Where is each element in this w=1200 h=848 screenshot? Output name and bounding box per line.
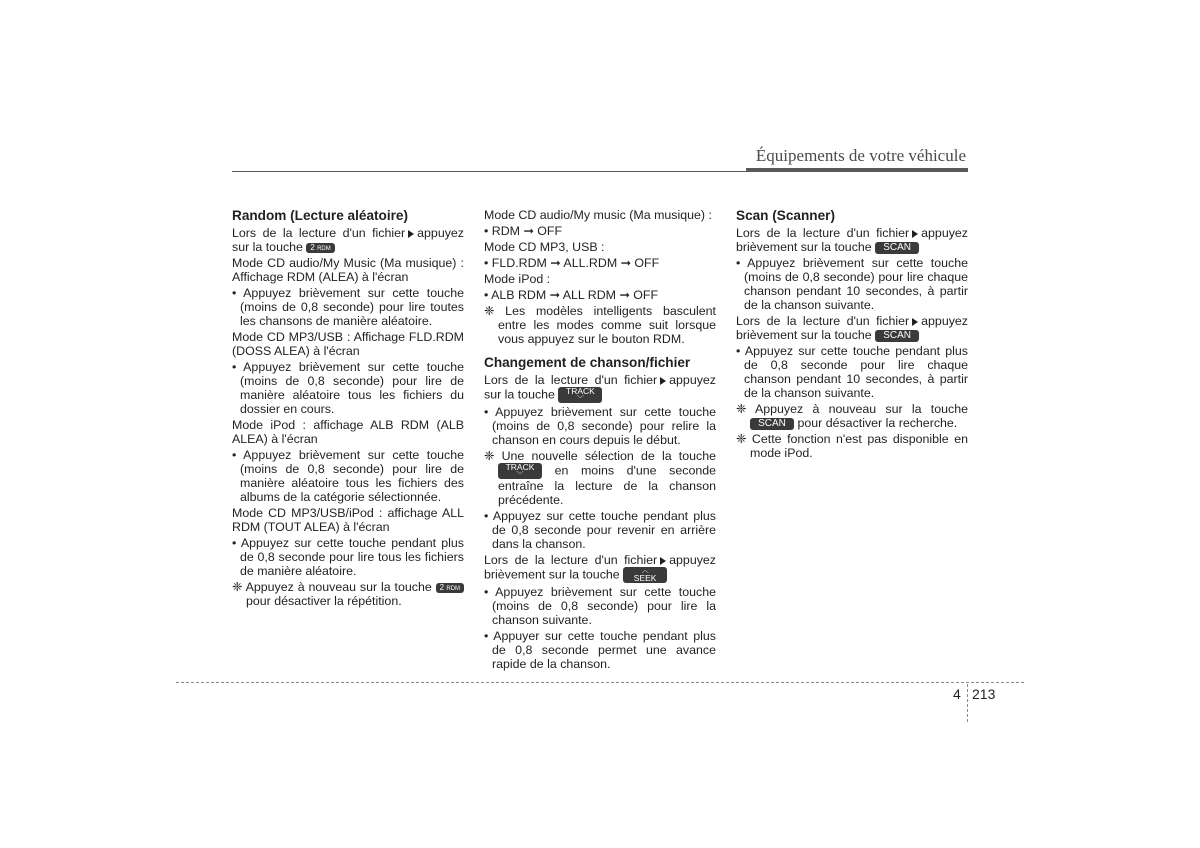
bullet-item: • Appuyez brièvement sur cette touche (moins de 0,8 seconde) pour lire chaque chanson pendant 10 secondes, à partir de la chanson suivante. <box>736 256 968 312</box>
column-change-song <box>484 208 716 673</box>
button-label: TRACK <box>566 386 595 396</box>
text: Lors de la lecture d'un fichier <box>484 373 658 387</box>
rdm-button-icon <box>436 583 464 593</box>
paragraph: Mode iPod : affichage ALB RDM (ALB ALEA) à l'écran <box>232 418 464 446</box>
bullet-item: • Appuyer sur cette touche pendant plus de 0,8 seconde permet une avance rapide de la chanson. <box>484 629 716 671</box>
text: appuyez brièvement sur la touche <box>736 226 968 254</box>
section-heading-random: Random (Lecture aléatoire) <box>232 208 409 223</box>
paragraph <box>232 226 464 254</box>
bullet-item: • Appuyez brièvement sur cette touche (moins de 0,8 seconde) pour lire toutes les chansons de manière aléatoire. <box>232 286 464 328</box>
bullet-item: • Appuyez sur cette touche pendant plus de 0,8 seconde pour lire tous les fichiers de manière aléatoire. <box>232 536 464 578</box>
track-button-icon <box>498 463 542 479</box>
mode-sequence: • ALB RDM ➞ ALL RDM ➞ OFF <box>484 288 659 302</box>
paragraph: Mode iPod : <box>484 272 551 286</box>
seek-button-icon <box>623 567 667 583</box>
text: appuyez brièvement sur la touche <box>736 314 968 342</box>
note-item <box>484 449 716 507</box>
footer-page-divider <box>967 684 968 722</box>
chevron-down-icon: ﹀ <box>576 396 584 403</box>
header-rule-accent <box>746 168 968 172</box>
page-number: 213 <box>972 686 996 702</box>
bullet-item: • Appuyez brièvement sur cette touche (moins de 0,8 seconde) pour lire la chanson suivante. <box>484 585 716 627</box>
note-item <box>232 580 464 608</box>
paragraph <box>484 553 716 583</box>
paragraph <box>736 314 968 342</box>
text: Lors de la lecture d'un fichier <box>736 226 910 240</box>
paragraph: Mode CD audio/My Music (Ma musique) : Affichage RDM (ALEA) à l'écran <box>232 256 464 284</box>
bullet-item: • Appuyez sur cette touche pendant plus de 0,8 seconde pour revenir en arrière dans la chanson. <box>484 509 716 551</box>
track-button-icon <box>558 387 602 403</box>
mode-sequence: • FLD.RDM ➞ ALL.RDM ➞ OFF <box>484 256 660 270</box>
note-item: ❈ Les modèles intelligents basculent entre les modes comme suit lorsque vous appuyez sur le bouton RDM. <box>484 304 716 346</box>
play-icon <box>660 557 666 565</box>
bullet-item: • Appuyez brièvement sur cette touche (moins de 0,8 seconde) pour relire la chanson en cours depuis le début. <box>484 405 716 447</box>
button-number: 2 <box>439 582 445 592</box>
scan-button-icon: SCAN <box>875 330 919 342</box>
text: ❈ Une nouvelle sélection de la touche <box>484 449 716 463</box>
section-heading-change-song: Changement de chanson/fichier <box>484 355 691 370</box>
button-label: SEEK <box>633 573 657 583</box>
column-scan <box>736 208 968 462</box>
text: Lors de la lecture d'un fichier <box>232 226 406 240</box>
column-random <box>232 208 464 610</box>
text: Lors de la lecture d'un fichier <box>736 314 910 328</box>
paragraph: Mode CD MP3, USB : <box>484 240 605 254</box>
bullet-item: • Appuyez brièvement sur cette touche (moins de 0,8 seconde) pour lire de manière aléatoire tous les fichiers du dossier en cours. <box>232 360 464 416</box>
text: ❈ Appuyez à nouveau sur la touche <box>232 580 432 594</box>
play-icon <box>912 318 918 326</box>
text: pour désactiver la recherche. <box>797 416 958 430</box>
button-label: TRACK <box>505 462 535 472</box>
mode-sequence: • RDM ➞ OFF <box>484 224 563 238</box>
text: appuyez sur la touche <box>232 226 464 254</box>
text: Lors de la lecture d'un fichier <box>484 553 658 567</box>
chevron-down-icon: ﹀ <box>516 472 524 479</box>
text: pour désactiver la répétition. <box>246 594 402 608</box>
scan-button-icon: SCAN <box>875 242 919 254</box>
chevron-up-icon: ︿ <box>641 567 649 574</box>
paragraph: Mode CD MP3/USB : Affichage FLD.RDM (DOSS ALEA) à l'écran <box>232 330 464 358</box>
note-item: ❈ Cette fonction n'est pas disponible en mode iPod. <box>736 432 968 460</box>
text: en moins d'une seconde entraîne la lecture de la chanson précédente. <box>498 463 717 507</box>
play-icon <box>660 377 666 385</box>
paragraph <box>736 226 968 254</box>
chapter-number: 4 <box>953 686 961 702</box>
button-number: 2 <box>310 242 315 252</box>
paragraph: Mode CD MP3/USB/iPod : affichage ALL RDM (TOUT ALEA) à l'écran <box>232 506 464 534</box>
button-label: RDM <box>446 585 460 592</box>
button-label: RDM <box>317 245 331 252</box>
text: appuyez sur la touche <box>484 373 716 402</box>
text: appuyez brièvement sur la touche <box>484 553 716 582</box>
bullet-item: • Appuyez sur cette touche pendant plus de 0,8 seconde pour lire chaque chanson pendant 10 secondes, à partir de la chanson suivante. <box>736 344 968 400</box>
page-header-title: Équipements de votre véhicule <box>755 146 966 165</box>
section-heading-scan: Scan (Scanner) <box>736 208 835 223</box>
footer-divider <box>176 682 1024 683</box>
rdm-button-icon <box>306 243 334 253</box>
play-icon <box>912 230 918 238</box>
paragraph <box>484 373 716 403</box>
paragraph: Mode CD audio/My music (Ma musique) : <box>484 208 712 222</box>
scan-button-icon: SCAN <box>750 418 794 430</box>
text: ❈ Appuyez à nouveau sur la touche <box>736 402 968 416</box>
play-icon <box>408 230 414 238</box>
bullet-item: • Appuyez brièvement sur cette touche (moins de 0,8 seconde) pour lire de manière aléatoire tous les fichiers des albums de la catégorie sélectionnée. <box>232 448 464 504</box>
note-item <box>736 402 968 430</box>
